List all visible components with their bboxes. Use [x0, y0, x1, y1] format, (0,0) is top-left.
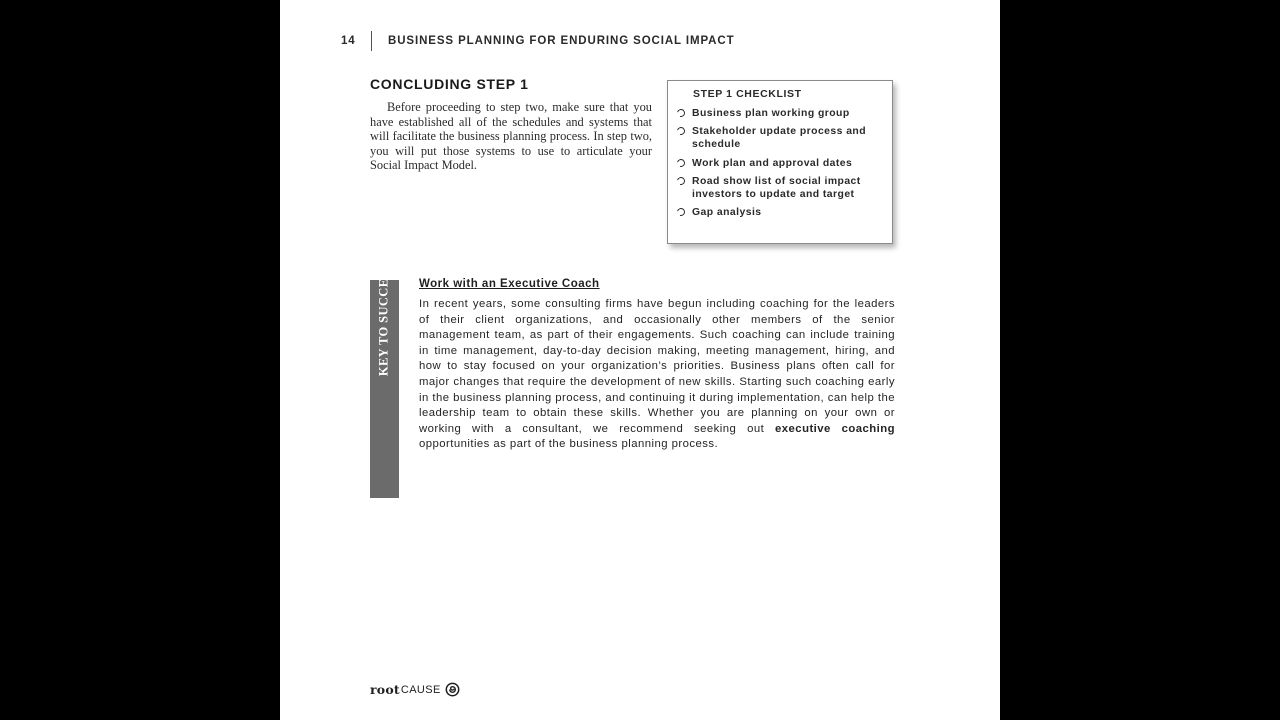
coach-text-before: In recent years, some consulting firms have begun including coaching for the leaders of their client organizations, and occasionally other members of the senior management team, as part of their engagements. Such coaching can include training in time management, day-to-day decision making, meeting management, hiring, and how to stay focused on your organization’s priorities. Business plans often call for major changes that require the development of new skills. Starting such coaching early in the business planning process, and continuing it during implementation, can help the leadership team to obtain these skills. Whether you are planning on your own or working with a consultant, we recommend seeking out: [419, 298, 895, 435]
step-checklist-box: [667, 80, 893, 244]
key-to-success-label: KEY TO SUCCESS: [376, 263, 391, 377]
checkbox-circle-icon: [676, 108, 687, 119]
spiral-icon: [445, 682, 460, 697]
intro-paragraph: Before proceeding to step two, make sure that you have established all of the schedules and systems that will facilitate the business planning process. In step two, you will put those systems to use to articulate your Social Impact Model.: [370, 100, 652, 173]
document-page: [280, 0, 1000, 720]
checkbox-circle-icon: [676, 157, 687, 168]
checklist-list: [677, 107, 887, 224]
checklist-item-label: Business plan working group: [692, 108, 850, 119]
checkbox-circle-icon: [676, 126, 687, 137]
checklist-title: STEP 1 CHECKLIST: [693, 88, 802, 100]
checklist-item-label: Work plan and approval dates: [692, 157, 853, 169]
checklist-item-label: Stakeholder update process and schedule: [692, 126, 867, 151]
section-title: CONCLUDING STEP 1: [370, 76, 529, 92]
checkbox-circle-icon: [676, 207, 687, 218]
logo-text-bold: root: [370, 682, 400, 697]
header-divider: [371, 31, 372, 51]
logo-text-light: CAUSE: [400, 683, 441, 696]
checklist-item-label: Road show list of social impact investors to update and target: [692, 175, 861, 201]
checklist-item: [677, 107, 887, 120]
page-number: 14: [341, 35, 356, 47]
checklist-item: [677, 125, 887, 151]
coach-title: Work with an Executive Coach: [419, 278, 600, 290]
checklist-item: [677, 175, 887, 201]
checklist-item: [677, 206, 887, 219]
running-title: BUSINESS PLANNING FOR ENDURING SOCIAL IMPACT: [388, 35, 735, 47]
checkbox-circle-icon: [676, 175, 687, 186]
coach-text-bold: executive coaching: [775, 422, 896, 435]
coach-paragraph: [419, 297, 895, 453]
checklist-item-label: Gap analysis: [692, 207, 762, 219]
checklist-item: [677, 157, 887, 170]
coach-text-after: opportunities as part of the business planning process.: [419, 438, 719, 451]
running-header: [341, 31, 735, 51]
key-to-success-bar: [370, 263, 399, 498]
publisher-logo: [370, 682, 460, 697]
